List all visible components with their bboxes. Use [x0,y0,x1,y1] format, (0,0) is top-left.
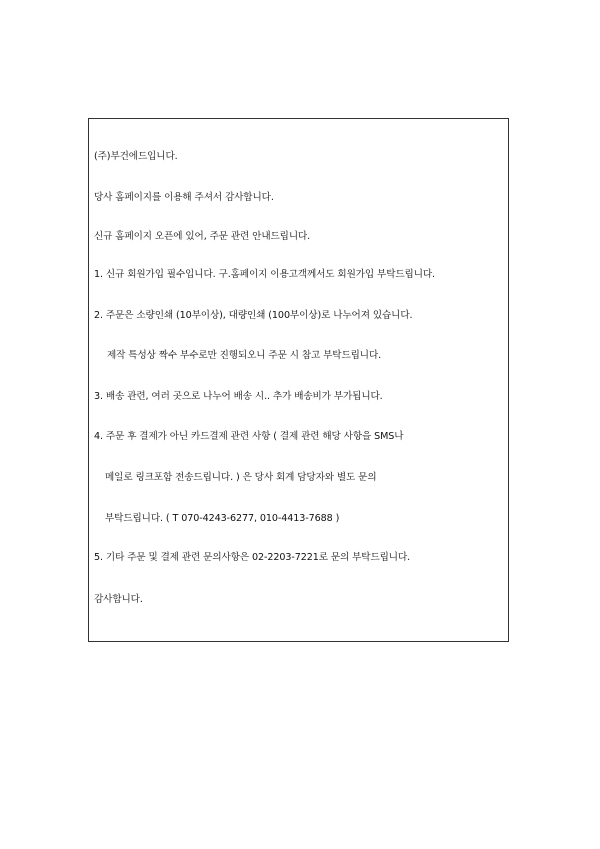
thanks-line: 당사 홈페이지를 이용해 주셔서 감사합니다. [94,192,274,203]
notice-item-4-continued: 메일로 링크포함 전송드립니다. ) 은 당사 회계 담당자와 별도 문의 [105,472,377,483]
notice-item-2: 2. 주문은 소량인쇄 (10부이상), 대량인쇄 (100부이상)로 나누어져 있습니다. [94,310,413,321]
greeting-line: (주)부건에드입니다. [94,151,178,162]
notice-item-3: 3. 배송 관련, 여러 곳으로 나누어 배송 시.. 추가 배송비가 부가됩니다. [94,391,383,402]
notice-item-4-contact: 부탁드립니다. ( T 070-4243-6277, 010-4413-7688 ) [105,513,340,524]
notice-item-1: 1. 신규 회원가입 필수입니다. 구.홈페이지 이용고객께서도 회원가입 부탁드립니다. [94,269,435,280]
closing-line: 감사합니다. [94,594,143,605]
notice-item-2-detail: 제작 특성상 짝수 부수로만 진행되오니 주문 시 참고 부탁드립니다. [107,350,382,361]
notice-item-5: 5. 기타 주문 및 결제 관련 문의사항은 02-2203-7221로 문의 부탁드립니다. [94,552,411,563]
notice-item-4: 4. 주문 후 결제가 아닌 카드결제 관련 사항 ( 결제 관련 해당 사항을 SMS나 [94,431,404,442]
intro-line: 신규 홈페이지 오픈에 있어, 주문 관련 안내드립니다. [94,231,311,242]
